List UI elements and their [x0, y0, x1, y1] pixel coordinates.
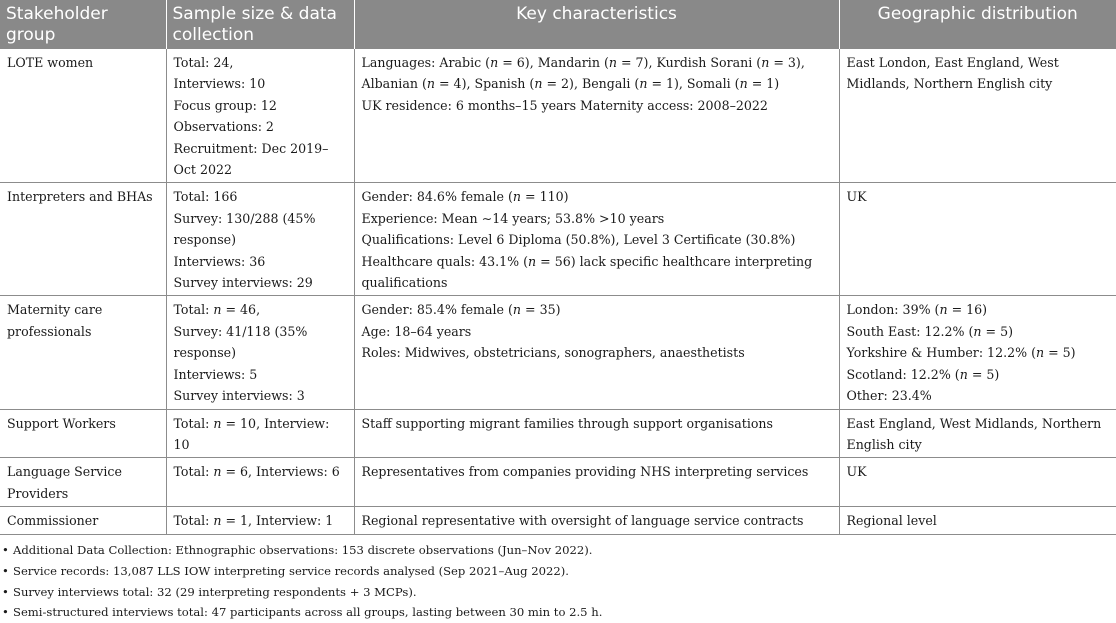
cell-line: Survey interviews: 3: [173, 388, 305, 404]
note-text: Survey interviews total: 32 (29 interpreting respondents + 3 MCPs).: [13, 584, 417, 599]
table-row: [0, 183, 1116, 296]
cell-line: Gender: 85.4% female (n = 35): [361, 302, 561, 318]
note-item: [0, 540, 1116, 561]
cell-sample-size: [166, 183, 354, 296]
table-row: [0, 296, 1116, 409]
cell-line: Survey: 41/118 (35% response): [173, 323, 308, 361]
cell-line: Regional level: [846, 513, 937, 529]
cell-key-characteristics: [354, 49, 839, 183]
cell-line: Total: 24,: [173, 55, 234, 70]
cell-line: Interviews: 36: [173, 253, 266, 269]
cell-geographic-distribution: [839, 296, 1116, 409]
cell-line: Observations: 2: [173, 119, 274, 135]
header-sample-size: Sample size & data collection: [166, 0, 354, 49]
cell-line: Languages: Arabic (n = 6), Mandarin (n = 7), Kurdish Sorani (n = 3),: [361, 55, 805, 70]
cell-line: Other: 23.4%: [846, 388, 932, 404]
cell-line: Roles: Midwives, obstetricians, sonographers, anaesthetists: [361, 345, 745, 361]
cell-line: Staff supporting migrant families through support organisations: [361, 415, 774, 431]
cell-line: Scotland: 12.2% (n = 5): [846, 366, 1000, 382]
cell-line: Recruitment: Dec 2019–Oct 2022: [173, 140, 329, 178]
cell-geographic-distribution: [839, 507, 1116, 534]
bullet-icon: •: [2, 563, 9, 578]
cell-geographic-distribution: [839, 183, 1116, 296]
table-row: [0, 507, 1116, 534]
cell-line: Interviews: 5: [173, 366, 258, 382]
table-row: [0, 458, 1116, 507]
cell-sample-size: [166, 458, 354, 507]
bullet-icon: •: [2, 584, 9, 599]
cell-line: Yorkshire & Humber: 12.2% (n = 5): [846, 345, 1076, 361]
cell-line: Maternity care professionals: [7, 302, 103, 339]
cell-line: Survey: 130/288 (45% response): [173, 210, 316, 248]
note-item: [0, 561, 1116, 582]
cell-line: Total: n = 1, Interview: 1: [173, 513, 334, 529]
cell-line: London: 39% (n = 16): [846, 302, 988, 318]
header-stakeholder-group: Stakeholder group: [0, 0, 166, 49]
header-key-characteristics: Key characteristics: [354, 0, 839, 49]
note-item: [0, 582, 1116, 603]
cell-line: UK residence: 6 months–15 years Maternity access: 2008–2022: [361, 97, 768, 113]
cell-line: East England, West Midlands, Northern English city: [846, 415, 1102, 452]
cell-key-characteristics: [354, 409, 839, 458]
cell-line: Focus group: 12: [173, 97, 277, 113]
cell-geographic-distribution: [839, 49, 1116, 183]
cell-line: Regional representative with oversight of language service contracts: [361, 513, 804, 529]
cell-line: Total: 166: [173, 189, 238, 205]
cell-line: UK: [846, 464, 867, 480]
cell-line: Gender: 84.6% female (n = 110): [361, 189, 569, 205]
note-text: Service records: 13,087 LLS IOW interpreting service records analysed (Sep 2021–Aug 2022).: [13, 563, 569, 578]
cell-line: East London, East England, West Midlands, Northern English city: [846, 55, 1059, 92]
cell-line: Support Workers: [7, 415, 116, 431]
cell-stakeholder-group: [0, 507, 166, 534]
cell-stakeholder-group: [0, 49, 166, 183]
cell-line: Commissioner: [7, 513, 99, 529]
cell-line: Total: n = 6, Interviews: 6: [173, 464, 340, 480]
header-geographic-distribution: Geographic distribution: [839, 0, 1116, 49]
cell-line: Representatives from companies providing NHS interpreting services: [361, 464, 809, 480]
cell-stakeholder-group: [0, 458, 166, 507]
cell-stakeholder-group: [0, 409, 166, 458]
cell-stakeholder-group: [0, 296, 166, 409]
cell-line: South East: 12.2% (n = 5): [846, 323, 1014, 339]
cell-line: Total: n = 10, Interview: 10: [173, 415, 330, 452]
cell-line: Interpreters and BHAs: [7, 189, 153, 205]
cell-key-characteristics: [354, 296, 839, 409]
cell-geographic-distribution: [839, 458, 1116, 507]
cell-stakeholder-group: [0, 183, 166, 296]
cell-sample-size: [166, 409, 354, 458]
cell-line: Interviews: 10: [173, 76, 266, 92]
cell-key-characteristics: [354, 458, 839, 507]
cell-line: Healthcare quals: 43.1% (n = 56) lack specific healthcare interpreting qualifications: [361, 253, 813, 291]
cell-key-characteristics: [354, 507, 839, 534]
cell-line: Total: n = 46,: [173, 302, 261, 318]
cell-line: Qualifications: Level 6 Diploma (50.8%), Level 3 Certificate (30.8%): [361, 232, 796, 248]
table-notes: [0, 540, 1116, 623]
cell-line: LOTE women: [7, 55, 94, 70]
cell-line: UK: [846, 189, 867, 205]
cell-sample-size: [166, 296, 354, 409]
cell-line: Age: 18–64 years: [361, 323, 472, 339]
bullet-icon: •: [2, 605, 9, 620]
cell-sample-size: [166, 507, 354, 534]
note-text: Semi-structured interviews total: 47 participants across all groups, lasting between 30 min to 2.5 h.: [13, 605, 603, 620]
cell-line: Language Service Providers: [7, 464, 122, 501]
bullet-icon: •: [2, 543, 9, 557]
cell-line: Survey interviews: 29: [173, 275, 313, 291]
cell-geographic-distribution: [839, 409, 1116, 458]
note-text: Additional Data Collection: Ethnographic observations: 153 discrete observations (Jun–Nov 2022).: [13, 543, 593, 557]
header-row: [0, 0, 1116, 49]
table-row: [0, 409, 1116, 458]
cell-sample-size: [166, 49, 354, 183]
cell-key-characteristics: [354, 183, 839, 296]
table-row: [0, 49, 1116, 183]
cell-line: Experience: Mean ∼14 years; 53.8% >10 years: [361, 210, 665, 226]
cell-line: Albanian (n = 4), Spanish (n = 2), Bengali (n = 1), Somali (n = 1): [361, 76, 780, 92]
